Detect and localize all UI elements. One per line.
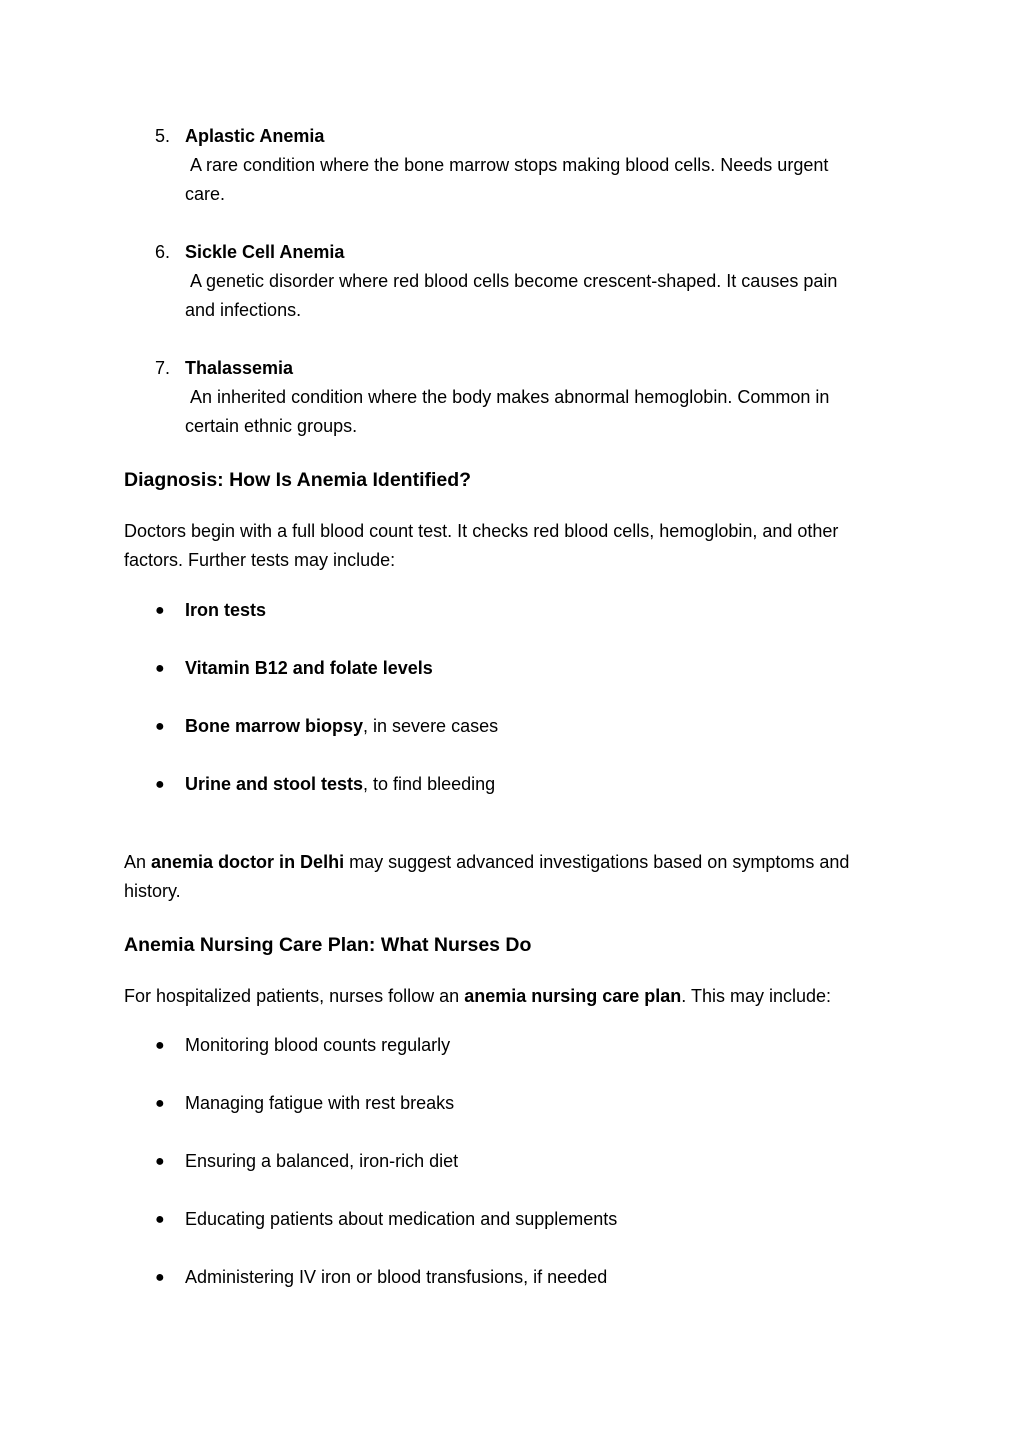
list-item-urine-stool-tests xyxy=(124,770,894,799)
diagnosis-intro xyxy=(124,517,894,575)
nursing-heading: Anemia Nursing Care Plan: What Nurses Do xyxy=(124,934,532,956)
doctor-text: An xyxy=(124,852,152,872)
bullet-icon: ● xyxy=(155,660,165,677)
care-item-text: Ensuring a balanced, iron-rich diet xyxy=(185,1151,459,1171)
bullet-icon: ● xyxy=(155,776,165,793)
test-note: , to find bleeding xyxy=(363,774,496,794)
bullet-icon: ● xyxy=(155,1153,165,1170)
list-item-aplastic-anemia xyxy=(124,122,894,209)
list-item xyxy=(124,1147,894,1176)
test-name: Urine and stool tests xyxy=(185,774,364,794)
bullet-icon: ● xyxy=(155,1095,165,1112)
list-number: 7. xyxy=(155,358,171,378)
bullet-icon: ● xyxy=(155,1037,165,1054)
diagnosis-heading: Diagnosis: How Is Anemia Identified? xyxy=(124,469,472,491)
doctor-text: history. xyxy=(124,881,181,901)
diagnosis-intro-line: Doctors begin with a full blood count test. It checks red blood cells, hemoglobin, and other xyxy=(124,521,839,541)
test-name: Bone marrow biopsy xyxy=(185,716,364,736)
list-item-bone-marrow-biopsy xyxy=(124,712,894,741)
care-item-text: Managing fatigue with rest breaks xyxy=(185,1093,455,1113)
list-item xyxy=(124,1031,894,1060)
nursing-intro-text: For hospitalized patients, nurses follow an xyxy=(124,986,465,1006)
nursing-keyword: anemia nursing care plan xyxy=(464,986,682,1006)
test-note: , in severe cases xyxy=(363,716,499,736)
bullet-icon: ● xyxy=(155,1211,165,1228)
item-description-line: An inherited condition where the body makes abnormal hemoglobin. Common in xyxy=(190,387,830,407)
list-item-thalassemia xyxy=(124,354,894,441)
list-item-sickle-cell-anemia xyxy=(124,238,894,325)
bullet-icon: ● xyxy=(155,602,165,619)
item-title: Aplastic Anemia xyxy=(185,126,325,146)
diagnosis-intro-line: factors. Further tests may include: xyxy=(124,550,396,570)
test-name: Iron tests xyxy=(185,600,267,620)
item-description-line: A rare condition where the bone marrow stops making blood cells. Needs urgent xyxy=(190,155,829,175)
test-name: Vitamin B12 and folate levels xyxy=(185,658,433,678)
list-number: 6. xyxy=(155,242,171,262)
doctor-keyword: anemia doctor in Delhi xyxy=(151,852,345,872)
list-item-vitamin-b12 xyxy=(124,654,894,683)
bullet-icon: ● xyxy=(155,718,165,735)
nursing-intro-text: . This may include: xyxy=(681,986,831,1006)
item-description-line: A genetic disorder where red blood cells become crescent-shaped. It causes pain xyxy=(190,271,838,291)
item-title: Sickle Cell Anemia xyxy=(185,242,345,262)
care-item-text: Educating patients about medication and supplements xyxy=(185,1209,618,1229)
list-item-iron-tests xyxy=(124,596,894,625)
bullet-icon: ● xyxy=(155,1269,165,1286)
doctor-text: may suggest advanced investigations based on symptoms and xyxy=(344,852,850,872)
document-page xyxy=(124,122,894,1292)
diagnosis-tests-list xyxy=(124,596,894,799)
item-description-line: and infections. xyxy=(185,300,302,320)
list-item xyxy=(124,1263,894,1292)
item-description-line: certain ethnic groups. xyxy=(185,416,358,436)
care-item-text: Administering IV iron or blood transfusions, if needed xyxy=(185,1267,608,1287)
care-item-text: Monitoring blood counts regularly xyxy=(185,1035,451,1055)
list-number: 5. xyxy=(155,126,171,146)
nursing-care-list xyxy=(124,1031,894,1292)
item-title: Thalassemia xyxy=(185,358,294,378)
nursing-intro xyxy=(124,982,894,1011)
list-item xyxy=(124,1089,894,1118)
anemia-types-list xyxy=(124,122,894,441)
doctor-paragraph xyxy=(124,848,894,906)
item-description-line: care. xyxy=(185,184,226,204)
list-item xyxy=(124,1205,894,1234)
